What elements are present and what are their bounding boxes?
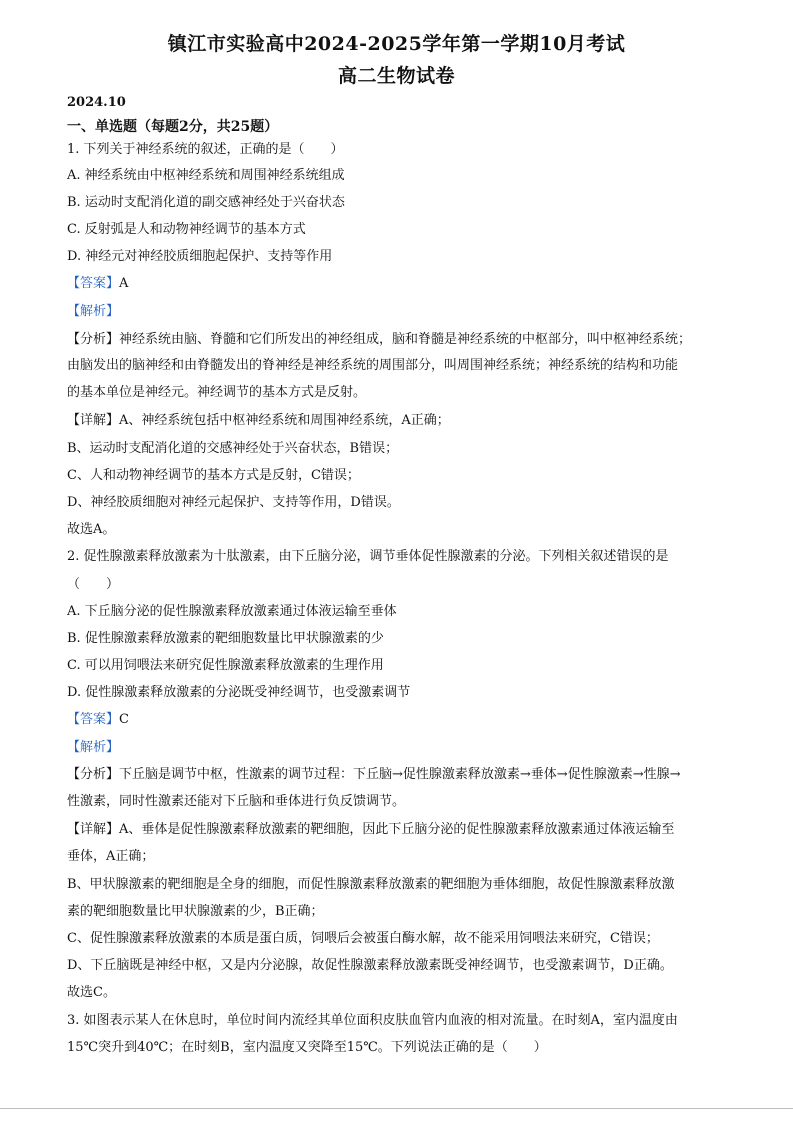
xiangjie-tag: 【详解】 [67,413,120,428]
question-2-stem-2: （ ） [67,577,120,592]
question-1-xiangjie-2: B、运动时支配消化道的交感神经处于兴奋状态，B错误； [67,441,399,456]
fenxi-text: 神经系统由脑、脊髓和它们所发出的神经组成，脑和脊髓是神经系统的中枢部分，叫中枢神经系统； [119,332,692,347]
question-2-option-c: C. 可以用饲喂法来研究促性腺激素释放激素的生理作用 [67,658,384,673]
question-1-option-a: A. 神经系统由中枢神经系统和周围神经系统组成 [67,168,345,183]
question-2-fenxi-1 [67,766,737,783]
section-heading: 一、单选题（每题2分，共25题） [67,119,279,135]
question-1-xiangjie-3: C、人和动物神经调节的基本方式是反射，C错误； [67,468,360,483]
question-2-option-b: B. 促性腺激素释放激素的靶细胞数量比甲状腺激素的少 [67,631,384,646]
fenxi-tag: 【分析】 [67,332,120,347]
question-1-fenxi-3: 的基本单位是神经元。神经调节的基本方式是反射。 [67,385,367,400]
exam-subtitle: 高二生物试卷 [337,65,455,87]
question-1-option-b: B. 运动时支配消化道的副交感神经处于兴奋状态 [67,195,345,210]
fenxi-tag: 【分析】 [67,767,120,782]
exam-date: 2024.10 [67,95,126,110]
question-1-xiangjie-1 [67,412,737,429]
exam-title: 镇江市实验高中2024-2025学年第一学期10月考试 [167,33,626,55]
fenxi-text: 下丘脑是调节中枢，性激素的调节过程：下丘脑→促性腺激素释放激素→垂体→促性腺激素→性腺→ [119,767,681,782]
xiangjie-tag: 【详解】 [67,822,120,837]
question-1-option-d: D. 神经元对神经胶质细胞起保护、支持等作用 [67,249,333,264]
question-1-answer [67,275,737,292]
answer-tag: 【答案】 [67,712,120,727]
question-2-stem-1: 2. 促性腺激素释放激素为十肽激素，由下丘脑分泌，调节垂体促性腺激素的分泌。下列相关叙述错误的是 [67,549,669,564]
question-2-fenxi-2: 性激素，同时性激素还能对下丘脑和垂体进行负反馈调节。 [67,794,406,809]
question-2-xiangjie-3: B、甲状腺激素的靶细胞是全身的细胞，而促性腺激素释放激素的靶细胞为垂体细胞，故促性腺激素释放激 [67,877,675,892]
question-1-xiangjie-4: D、神经胶质细胞对神经元起保护、支持等作用，D错误。 [67,495,400,510]
page-bottom-divider [0,1108,793,1109]
xiangjie-text: A、垂体是促性腺激素释放激素的靶细胞，因此下丘脑分泌的促性腺激素释放激素通过体液运输至 [119,822,675,837]
question-2-conclusion: 故选C。 [67,985,116,1000]
question-1-fenxi-1 [67,331,737,348]
question-2-xiangjie-1 [67,821,737,838]
question-3-stem-1: 3. 如图表示某人在休息时，单位时间内流经其单位面积皮肤血管内血液的相对流量。在时刻A，室内温度由 [67,1013,678,1028]
question-1-conclusion: 故选A。 [67,522,116,537]
xiangjie-text: A、神经系统包括中枢神经系统和周围神经系统，A正确； [119,413,450,428]
question-2-answer [67,711,737,728]
question-2-xiangjie-4: 素的靶细胞数量比甲状腺激素的少，B正确； [67,904,324,919]
question-2-analysis-tag: 【解析】 [67,740,120,755]
question-2-option-a: A. 下丘脑分泌的促性腺激素释放激素通过体液运输至垂体 [67,604,397,619]
question-1-fenxi-2: 由脑发出的脑神经和由脊髓发出的脊神经是神经系统的周围部分，叫周围神经系统；神经系统的结构和功能 [67,358,679,373]
question-2-xiangjie-2: 垂体，A正确； [67,849,155,864]
answer-tag: 【答案】 [67,276,120,291]
question-3-stem-2: 15℃突升到40℃；在时刻B，室内温度又突降至15℃。下列说法正确的是（ ） [67,1040,547,1055]
question-2-option-d: D. 促性腺激素释放激素的分泌既受神经调节，也受激素调节 [67,685,411,700]
question-1-analysis-tag: 【解析】 [67,304,120,319]
question-1-stem: 1. 下列关于神经系统的叙述，正确的是（ ） [67,142,344,157]
answer-value: C [119,712,129,727]
question-1-option-c: C. 反射弧是人和动物神经调节的基本方式 [67,222,306,237]
answer-value: A [119,276,129,291]
question-2-xiangjie-6: D、下丘脑既是神经中枢，又是内分泌腺，故促性腺激素释放激素既受神经调节，也受激素调节，D正确。 [67,958,673,973]
question-2-xiangjie-5: C、促性腺激素释放激素的本质是蛋白质，饲喂后会被蛋白酶水解，故不能采用饲喂法来研究，C错误； [67,931,659,946]
